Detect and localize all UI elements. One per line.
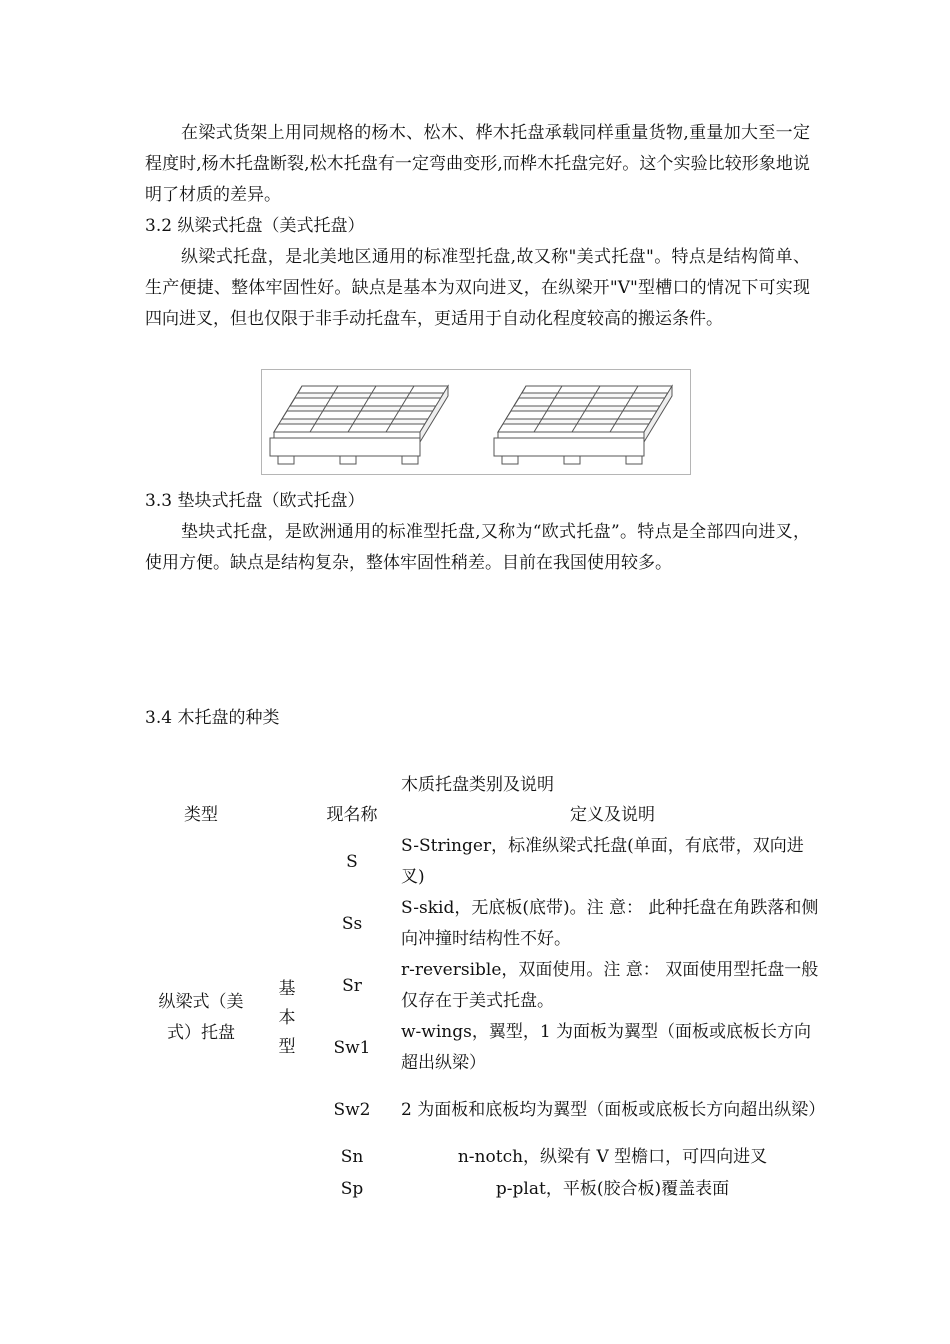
- def-cell: n-notch，纵梁有 V 型檐口，可四向进叉: [457, 1146, 768, 1167]
- name-cell: Sn: [340, 1146, 364, 1167]
- header-def: 定义及说明: [570, 805, 655, 825]
- heading-3-3: 3.3 垫块式托盘（欧式托盘）: [145, 491, 365, 511]
- section-3-4: [145, 703, 810, 734]
- section-3-3: [145, 486, 810, 579]
- name-cell: Sw2: [333, 1099, 371, 1120]
- subtype-label: 基本型: [278, 978, 296, 1057]
- type-cell: 纵梁式（美式）托盘: [158, 992, 244, 1043]
- header-sub: [257, 800, 317, 831]
- header-name: 现名称: [326, 805, 378, 825]
- def-cell: 2 为面板和底板均为翼型（面板或底板长方向超出纵梁）: [401, 1099, 826, 1120]
- name-cell: Ss: [341, 913, 363, 934]
- paragraph-block-pallet: 垫块式托盘，是欧洲通用的标准型托盘,又称为“欧式托盘”。特点是全部四向进叉，使用方便。缺点是结构复杂，整体牢固性稍差。目前在我国使用较多。: [145, 522, 810, 573]
- pallet-drawings-svg: [262, 370, 690, 474]
- def-cell: r-reversible，双面使用。注 意： 双面使用型托盘一般仅存在于美式托盘。: [401, 960, 819, 1011]
- name-cell: S: [346, 851, 358, 872]
- table-header-row: [145, 800, 824, 831]
- table-row: [145, 831, 824, 893]
- pallet-drawing-right: [494, 386, 672, 464]
- header-type: 类型: [184, 805, 218, 825]
- document-body: [145, 118, 810, 335]
- def-cell: S-Stringer，标准纵梁式托盘(单面，有底带，双向进叉): [401, 836, 804, 887]
- pallet-types-table: [145, 800, 824, 1205]
- pallet-illustration: [261, 369, 691, 475]
- paragraph-material-test: 在梁式货架上用同规格的杨木、松木、桦木托盘承载同样重量货物,重量加大至一定程度时,杨木托盘断裂,松木托盘有一定弯曲变形,而桦木托盘完好。这个实验比较形象地说明了材质的差异。: [145, 123, 810, 205]
- heading-3-2: 3.2 纵梁式托盘（美式托盘）: [145, 216, 365, 236]
- table-title: 木质托盘类别及说明: [401, 775, 554, 795]
- def-cell: p-plat，平板(胶合板)覆盖表面: [495, 1178, 730, 1199]
- pallet-drawing-left: [270, 386, 448, 464]
- def-cell: w-wings，翼型，1 为面板为翼型（面板或底板长方向超出纵梁）: [401, 1022, 812, 1073]
- name-cell: Sr: [342, 975, 362, 996]
- name-cell: Sw1: [333, 1037, 371, 1058]
- heading-3-4: 3.4 木托盘的种类: [145, 708, 280, 728]
- name-cell: Sp: [340, 1178, 364, 1199]
- def-cell: S-skid，无底板(底带)。注 意： 此种托盘在角跌落和侧向冲撞时结构性不好。: [401, 898, 819, 949]
- subtype-cell: [257, 831, 317, 1205]
- paragraph-stringer-pallet: 纵梁式托盘，是北美地区通用的标准型托盘,故又称"美式托盘"。特点是结构简单、生产便捷、整体牢固性好。缺点是基本为双向进叉，在纵梁开"V"型槽口的情况下可实现四向进叉，但也仅限于非手动托盘车，更适用于自动化程度较高的搬运条件。: [145, 247, 810, 329]
